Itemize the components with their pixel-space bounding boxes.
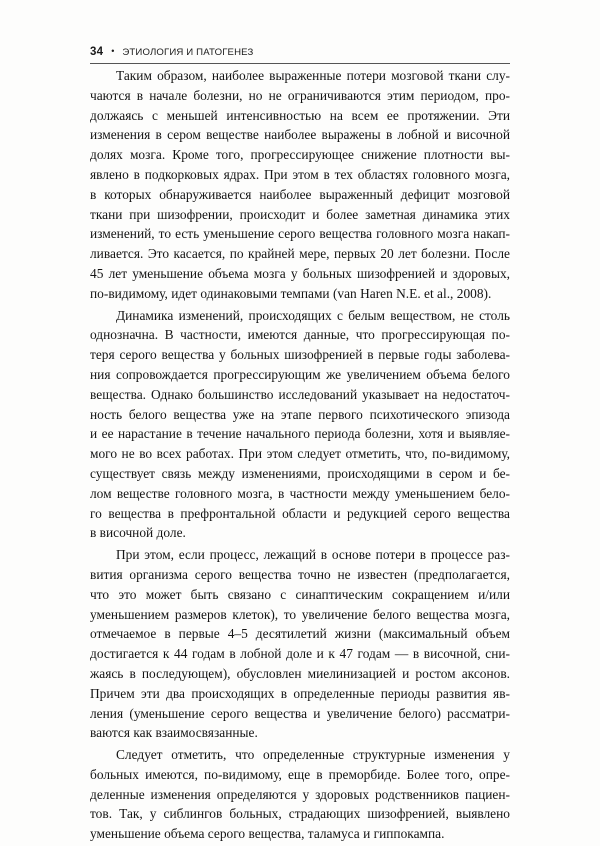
text-line: отмечаемое в первые 4–5 десятилетий жизни (максимальный объем [90, 626, 510, 642]
text-line: и ее нарастание в течение начального периода болезни, хотя и выявляе- [90, 426, 510, 442]
header-rule [90, 63, 510, 64]
text-line: уменьшением размеров клеток), то увеличение белого вещества мозга, [90, 606, 510, 622]
text-line: вещества. Однако большинство исследований указывает на недостаточ- [90, 386, 510, 402]
text-line: Динамика изменений, происходящих с белым веществом, не столь [116, 307, 510, 323]
text-line: в которых обнаруживается наиболее выраженный дефицит мозговой [90, 186, 510, 202]
text-line: достигается к 44 годам в лобной доле и к 47 годам — в височной, сни- [90, 646, 510, 662]
paragraph [90, 66, 510, 304]
text-line: ливается. Это касается, по крайней мере, первых 20 лет болезни. После [90, 246, 510, 262]
text-line: 45 лет уменьшение объема мозга у больных шизофренией и здоровых, [90, 265, 510, 281]
paragraph [90, 745, 510, 844]
text-line: Причем эти два происходящих в определенные периоды развития яв- [90, 685, 510, 701]
text-line: ность белого вещества уже на этапе первого психотического эпизода [90, 406, 510, 422]
page-header [90, 46, 508, 58]
text-line: изменений, то есть уменьшение серого вещества головного мозга накап- [90, 226, 510, 242]
text-line: в височной доле. [90, 525, 186, 541]
body-text [90, 66, 510, 846]
text-line: жаясь в последующем), обусловлен миелинизацией и ростом аксонов. [90, 665, 510, 681]
text-line: чаются в начале болезни, но не ограничиваются этим периодом, про- [90, 87, 510, 103]
page-number: 34 [90, 46, 104, 58]
text-line: деленные изменения определяются у здоровых родственников пациен- [90, 786, 510, 802]
text-line: существует связь между изменениями, происходящими в сером и бе- [90, 465, 510, 481]
text-line: явлено в подкорковых ядрах. При этом в тех областях головного мозга, [90, 166, 510, 182]
text-line: больных имеются, по-видимому, еще в преморбиде. Более того, опре- [90, 766, 510, 782]
text-line: Таким образом, наиболее выраженные потери мозговой ткани слу- [116, 68, 510, 83]
text-line: уменьшение объема серого вещества, таламуса и гиппокампа. [90, 826, 445, 842]
text-line: Следует отметить, что определенные структурные изменения у [116, 747, 510, 763]
text-line: го вещества в префронтальной области и редукцией серого вещества [90, 505, 510, 521]
text-line: ния сопровождается прогрессирующим же увеличением объема белого [90, 366, 510, 382]
text-line: При этом, если процесс, лежащий в основе потери в процессе раз- [116, 547, 510, 563]
text-line: теря серого вещества у больных шизофренией в первые годы заболева- [90, 347, 510, 363]
header-bullet: • [111, 46, 115, 56]
text-line: ления (уменьшение серого вещества и увеличение белого) рассматри- [90, 705, 510, 721]
text-line: должаясь с меньшей интенсивностью на всем ее протяжении. Эти [90, 107, 510, 123]
text-line: лом веществе головного мозга, в частности между уменьшением бело- [90, 485, 510, 501]
text-line: ваются как взаимосвязанные. [90, 725, 258, 741]
paragraph [90, 545, 510, 743]
text-line: по-видимому, идет одинаковыми темпами (van Haren N.E. et al., 2008). [90, 285, 492, 301]
text-line: однозначна. В частности, имеются данные, что прогрессирующая по- [90, 327, 510, 343]
text-line: изменения в сером веществе наиболее выражены в лобной и височной [90, 127, 510, 143]
text-line: долях мозга. Кроме того, прогрессирующее снижение плотности вы- [90, 147, 510, 163]
text-line: тов. Так, у сиблингов больных, страдающих шизофренией, выявлено [90, 806, 510, 822]
text-line: вития организма серого вещества точно не известен (предполагается, [90, 566, 510, 582]
text-line: что это может быть связано с синаптическим сокращением и/или [90, 586, 510, 602]
text-line: мого не во всех работах. При этом следует отметить, что, по-видимому, [90, 446, 510, 462]
running-head: ЭТИОЛОГИЯ И ПАТОГЕНЕЗ [122, 47, 254, 58]
paragraph [90, 306, 510, 544]
text-line: ткани при шизофрении, происходит и более заметная динамика этих [90, 206, 510, 222]
